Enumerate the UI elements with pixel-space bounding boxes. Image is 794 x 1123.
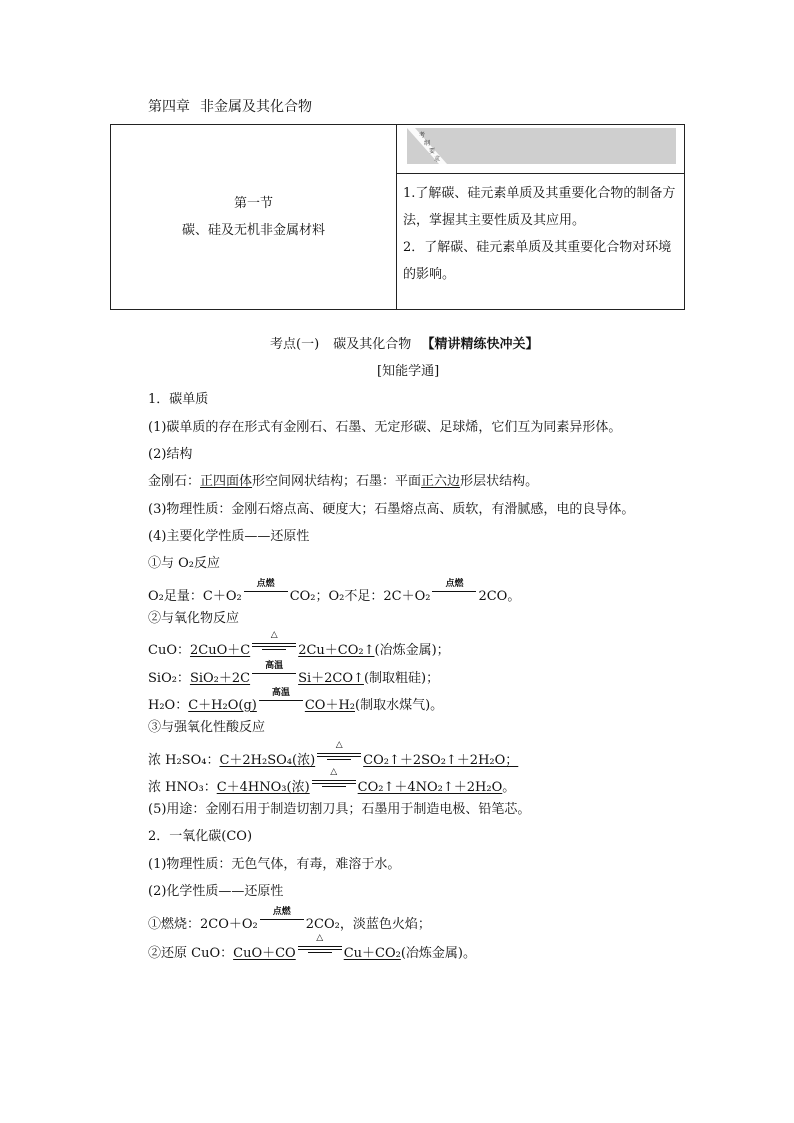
section-title: 2．一氧化碳(CO): [148, 829, 253, 844]
answer-text: CO₂↑＋4NO₂↑＋2H₂O: [357, 780, 503, 795]
condition-label: 高温: [271, 688, 290, 698]
condition-arrow: [312, 767, 356, 793]
condition-label: 点燃: [272, 907, 291, 917]
point-number: 考点(一): [270, 337, 320, 352]
answer-text: Si＋2CO↑: [298, 671, 364, 686]
paragraph: ③与强氧化性酸反应: [148, 720, 266, 735]
point-tag: 【精讲精练快冲关】: [421, 337, 539, 352]
badge-char: 纲: [424, 140, 431, 147]
paragraph: (3)物理性质：金刚石熔点高、硬度大；石墨熔点高、质软，有滑腻感，电的良导体。: [148, 502, 635, 517]
text: ②还原 CuO：: [148, 946, 234, 961]
answer-text: Cu＋CO₂: [343, 946, 401, 961]
requirements-cell: [397, 174, 685, 310]
paragraph: (1)碳单质的存在形式有金刚石、石墨、无定形碳、足球烯，它们互为同素异形体。: [148, 420, 622, 435]
section-title: 1．碳单质: [148, 392, 209, 407]
objective-table: [110, 124, 685, 310]
text: 形空间网状结构；石墨：平面: [252, 474, 422, 489]
text: 。: [502, 780, 516, 795]
condition-arrow: [298, 933, 342, 959]
answer-text: CO₂↑＋2SO₂↑＋2H₂O；: [363, 753, 519, 768]
requirement-item: 2．了解碳、硅元素单质及其重要化合物对环境的影响。: [403, 240, 672, 282]
equation-line: [148, 630, 450, 658]
paragraph: ②与氧化物反应: [148, 611, 240, 626]
condition-label: △: [330, 767, 338, 777]
equation-line: [148, 662, 439, 686]
condition-arrow: [260, 908, 304, 930]
sub-heading: [知能学通]: [377, 364, 440, 379]
answer-text: CuO＋CO: [233, 946, 296, 961]
text: 2CO。: [478, 589, 521, 604]
condition-arrow: [259, 689, 303, 711]
condition-arrow: [252, 662, 296, 684]
paragraph: (2)化学性质——还原性: [148, 884, 284, 899]
requirements-badge: [407, 128, 676, 164]
text: 金刚石：: [148, 474, 201, 489]
answer-text: 正六边: [421, 474, 461, 489]
text: (冶炼金属)。: [400, 946, 477, 961]
equation-line: [148, 740, 519, 768]
answer-text: C＋H₂O(g): [188, 698, 257, 713]
badge-char: 求: [434, 156, 441, 163]
text: 浓 HNO₃：: [148, 780, 217, 795]
section-cell: [111, 125, 397, 310]
text: SiO₂：: [148, 671, 190, 686]
answer-text: C＋4HNO₃(浓): [216, 780, 310, 795]
condition-label: △: [335, 740, 343, 750]
condition-label: 点燃: [256, 579, 275, 589]
text: CuO：: [148, 643, 190, 658]
paragraph: (5)用途：金刚石用于制造切割刀具；石墨用于制造电极、铅笔芯。: [148, 802, 531, 817]
text: (制取粗硅)；: [363, 671, 440, 686]
text: 形层状结构。: [460, 474, 539, 489]
text: (冶炼金属)；: [374, 643, 450, 658]
requirement-item: 1.了解碳、硅元素单质及其重要化合物的制备方法，掌握其主要性质及其应用。: [403, 186, 676, 228]
text: 浓 H₂SO₄：: [148, 753, 220, 768]
badge-char: 要: [429, 148, 436, 155]
answer-text: CO＋H₂: [304, 698, 355, 713]
equation-line: [148, 933, 477, 961]
condition-label: 高温: [265, 661, 284, 671]
badge-char: 考: [419, 132, 426, 139]
badge-cell: [397, 125, 685, 174]
equation-line: [148, 689, 443, 713]
chapter-number: 第四章: [148, 99, 190, 115]
paragraph: (1)物理性质：无色气体，有毒，难溶于水。: [148, 857, 401, 872]
chapter-title: 非金属及其化合物: [200, 99, 312, 115]
text: CO₂；O₂不足：2C＋O₂: [289, 589, 431, 604]
condition-arrow: [252, 630, 296, 656]
text: H₂O：: [148, 698, 189, 713]
answer-text: C＋2H₂SO₄(浓): [219, 753, 316, 768]
equation-line: [148, 580, 520, 604]
text: ①燃烧：2CO＋O₂: [148, 917, 258, 932]
point-heading: [270, 333, 538, 352]
paragraph: [148, 470, 538, 489]
paragraph: (4)主要化学性质——还原性: [148, 529, 310, 544]
condition-arrow: [317, 740, 361, 766]
section-number: 第一节: [233, 196, 273, 211]
condition-arrow: [432, 580, 476, 602]
answer-text: 正四面体: [200, 474, 253, 489]
paragraph: (2)结构: [148, 447, 193, 462]
condition-label: 点燃: [445, 579, 464, 589]
paragraph: ①与 O₂反应: [148, 556, 221, 571]
condition-label: △: [270, 630, 278, 640]
equation-line: [148, 908, 431, 932]
answer-text: 2CuO＋C: [189, 643, 251, 658]
answer-text: 2Cu＋CO₂↑: [298, 643, 375, 658]
answer-text: SiO₂＋2C: [189, 671, 251, 686]
condition-label: △: [316, 933, 324, 943]
chapter-heading: [148, 96, 312, 116]
text: 2CO₂，淡蓝色火焰；: [305, 917, 431, 932]
equation-line: [148, 767, 516, 795]
text: (制取水煤气)。: [355, 698, 444, 713]
section-title: 碳、硅及无机非金属材料: [181, 223, 325, 238]
text: O₂足量：C＋O₂: [148, 589, 242, 604]
point-topic: 碳及其化合物: [333, 337, 412, 352]
condition-arrow: [244, 580, 288, 602]
